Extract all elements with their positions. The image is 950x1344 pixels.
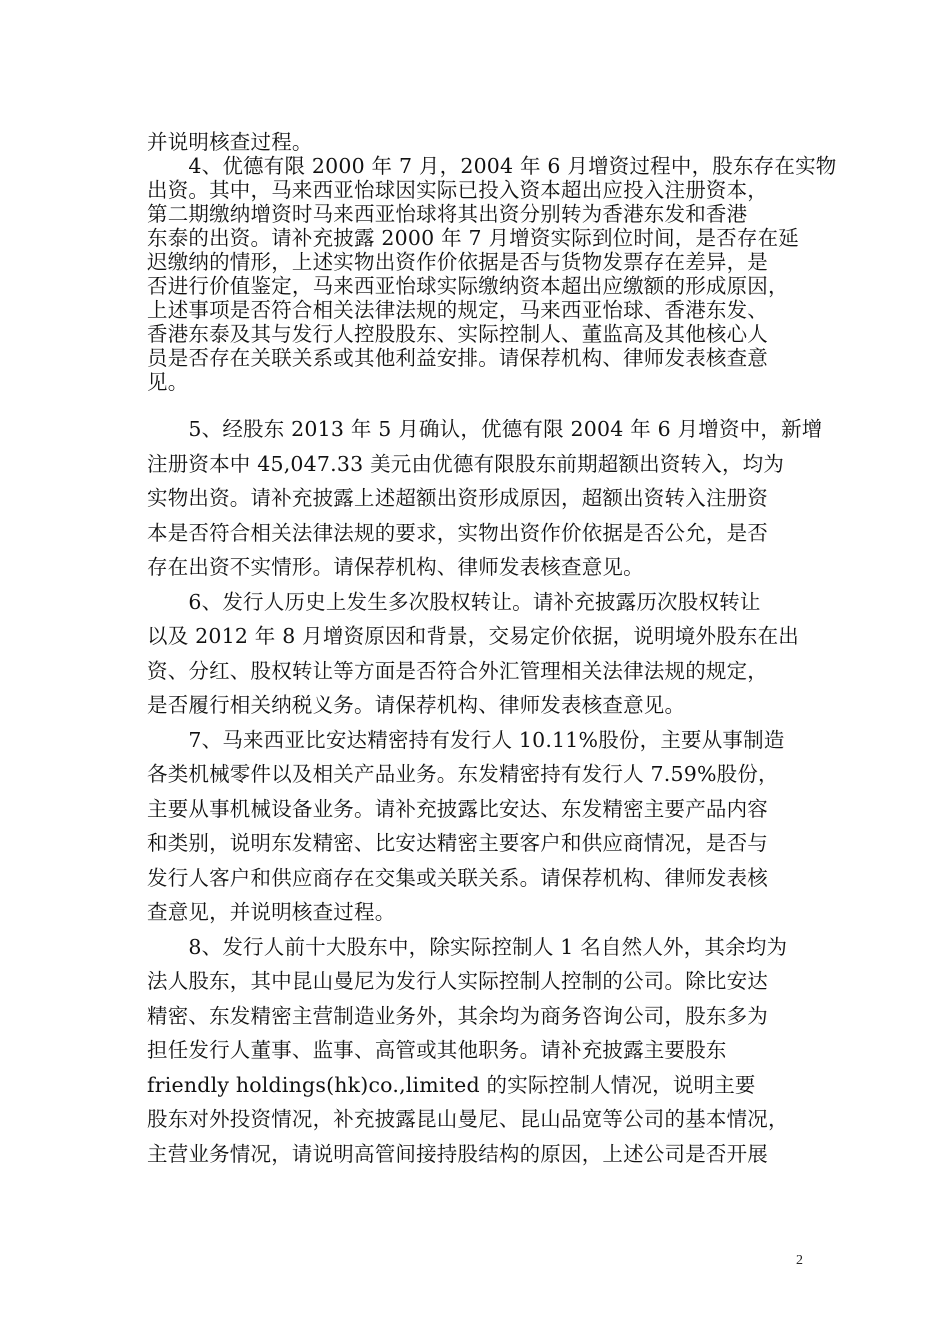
text-line: 发行人客户和供应商存在交集或关联关系。请保荐机构、律师发表核 (147, 865, 768, 890)
text-line: 6、发行人历史上发生多次股权转让。请补充披露历次股权转让 (147, 589, 761, 614)
text-line: 以及 2012 年 8 月增资原因和背景，交易定价依据，说明境外股东在出 (147, 624, 799, 648)
text-line: 股东对外投资情况，补充披露昆山曼尼、昆山品宽等公司的基本情况， (147, 1107, 789, 1131)
text-line: 第二期缴纳增资时马来西亚怡球将其出资分别转为香港东发和香港 (147, 202, 748, 226)
text-line: 是否履行相关纳税义务。请保荐机构、律师发表核查意见。 (147, 693, 686, 717)
paragraph-block-upper (147, 130, 837, 394)
text-line: 和类别，说明东发精密、比安达精密主要客户和供应商情况，是否与 (147, 831, 768, 855)
text-line: 见。 (147, 370, 189, 394)
text-line: 出资。其中，马来西亚怡球因实际已投入资本超出应投入注册资本， (147, 178, 768, 202)
text-line: 并说明核查过程。 (147, 130, 313, 154)
text-line: 员是否存在关联关系或其他利益安排。请保荐机构、律师发表核查意 (147, 346, 768, 370)
text-line: 香港东泰及其与发行人控股股东、实际控制人、董监高及其他核心人 (147, 322, 768, 346)
text-line: 7、马来西亚比安达精密持有发行人 10.11%股份，主要从事制造 (147, 727, 785, 752)
text-line: 法人股东，其中昆山曼尼为发行人实际控制人控制的公司。除比安达 (147, 969, 768, 993)
text-line: 本是否符合相关法律法规的要求，实物出资作价依据是否公允，是否 (147, 520, 768, 545)
text-line: 迟缴纳的情形，上述实物出资作价依据是否与货物发票存在差异，是 (147, 250, 768, 274)
text-line: 实物出资。请补充披露上述超额出资形成原因，超额出资转入注册资 (147, 486, 768, 510)
text-line: 资、分红、股权转让等方面是否符合外汇管理相关法律法规的规定， (147, 658, 768, 683)
text-line: friendly holdings(hk)co.,limited 的实际控制人情况，说明主要 (147, 1072, 756, 1097)
text-line: 上述事项是否符合相关法律法规的规定，马来西亚怡球、香港东发、 (147, 298, 768, 322)
text-line: 存在出资不实情形。请保荐机构、律师发表核查意见。 (147, 555, 644, 579)
text-line: 主营业务情况，请说明高管间接持股结构的原因，上述公司是否开展 (147, 1141, 768, 1166)
paragraph-block-lower (147, 412, 823, 1171)
text-line: 精密、东发精密主营制造业务外，其余均为商务咨询公司，股东多为 (147, 1003, 768, 1028)
text-line: 各类机械零件以及相关产品业务。东发精密持有发行人 7.59%股份， (147, 762, 779, 786)
text-line: 8、发行人前十大股东中，除实际控制人 1 名自然人外，其余均为 (147, 934, 788, 959)
text-line: 5、经股东 2013 年 5 月确认，优德有限 2004 年 6 月增资中，新增 (147, 417, 823, 441)
page-number: 2 (796, 1253, 803, 1268)
text-line: 否进行价值鉴定，马来西亚怡球实际缴纳资本超出应缴额的形成原因， (147, 274, 789, 298)
text-line: 主要从事机械设备业务。请补充披露比安达、东发精密主要产品内容 (147, 796, 768, 821)
text-line: 查意见，并说明核查过程。 (147, 900, 396, 924)
text-line: 东泰的出资。请补充披露 2000 年 7 月增资实际到位时间，是否存在延 (147, 226, 799, 250)
text-line: 担任发行人董事、监事、高管或其他职务。请补充披露主要股东 (147, 1038, 727, 1062)
text-line: 注册资本中 45,047.33 美元由优德有限股东前期超额出资转入，均为 (147, 451, 785, 476)
text-line: 4、优德有限 2000 年 7 月，2004 年 6 月增资过程中，股东存在实物 (147, 154, 837, 178)
